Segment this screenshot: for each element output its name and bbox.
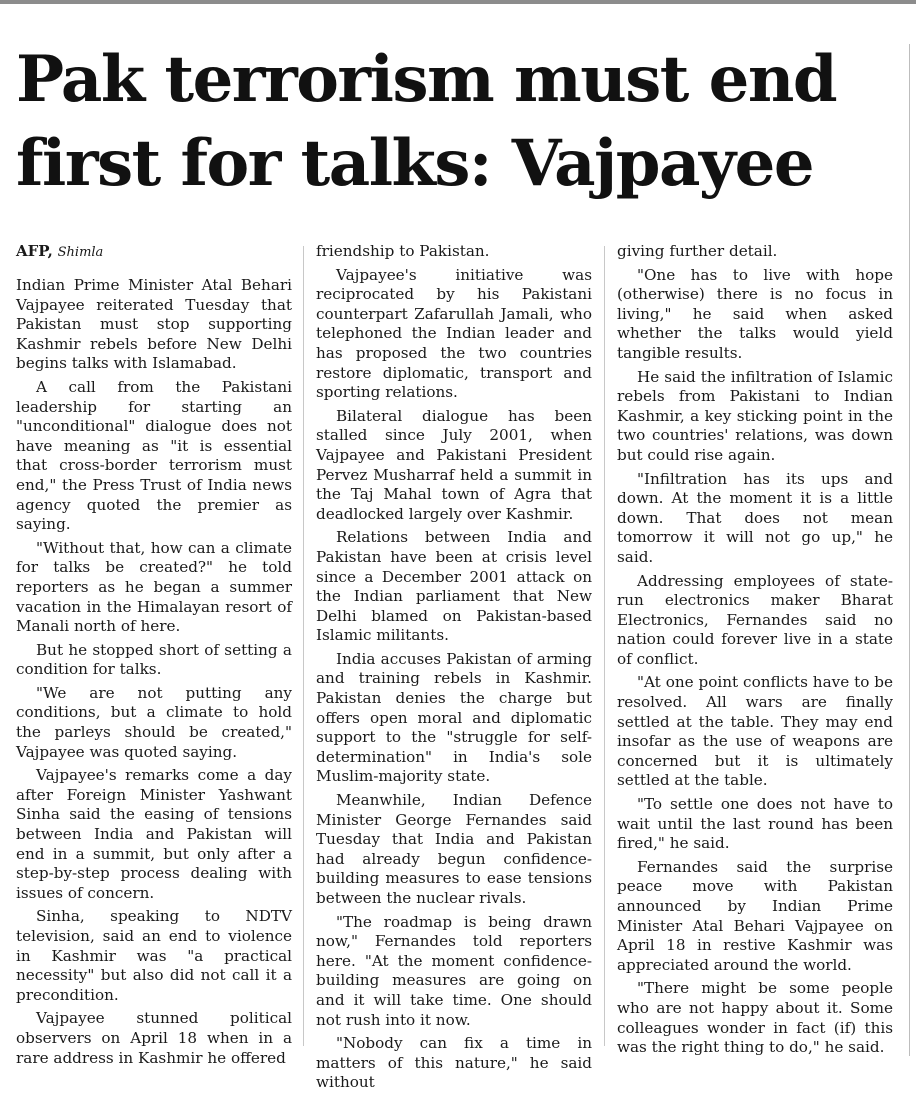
right-edge-rule — [909, 44, 910, 1056]
top-rule — [0, 0, 916, 4]
paragraph: "Nobody can fix a time in matters of this nature," he said without — [316, 1034, 592, 1092]
paragraph: Addressing employees of state-run electronics maker Bharat Electronics, Fernandes said no nation could forever live in a state of conflict. — [617, 571, 893, 668]
paragraph: Vajpayee's remarks come a day after Foreign Minister Yashwant Sinha said the easing of tensions between India and Pakistan will end in a summit, but only after a step-by-step process dealing with issues of concern. — [16, 766, 292, 902]
paragraph: Sinha, speaking to NDTV television, said an end to violence in Kashmir was "a practical necessity" but also did not call it a precondition. — [16, 907, 292, 1004]
paragraph: friendship to Pakistan. — [316, 242, 490, 260]
paragraph: He said the infiltration of Islamic rebels from Pakistani to Indian Kashmir, a key sticking point in the two countries' relations, was down but could rise again. — [617, 367, 893, 464]
paragraph: "The roadmap is being drawn now," Fernandes told reporters here. "At the moment confidence-building measures are going on and it will take time. One should not rush into it now. — [316, 912, 592, 1029]
paragraph: "At one point conflicts have to be resolved. All wars are finally settled at the table. They may end insofar as the use of weapons are concerned but it is ultimately settled at the table. — [617, 673, 893, 790]
paragraph: "Infiltration has its ups and down. At the moment it is a little down. That does not mean tomorrow it will not go up," he said. — [617, 469, 893, 566]
byline-agency: AFP, — [16, 242, 53, 260]
paragraph: "To settle one does not have to wait until the last round has been fired," he said. — [617, 795, 893, 853]
paragraph: "One has to live with hope (otherwise) there is no focus in living," he said when asked whether the talks would yield tangible results. — [617, 265, 893, 362]
article-column-1 — [16, 242, 292, 1072]
paragraph: giving further detail. — [617, 242, 778, 260]
paragraph: Vajpayee's initiative was reciprocated by his Pakistani counterpart Zafarullah Jamali, who telephoned the Indian leader and has proposed the two countries restore diplomatic, transport and sporting relations. — [316, 265, 592, 402]
byline — [16, 242, 292, 262]
article-column-2 — [316, 242, 592, 1097]
paragraph: Meanwhile, Indian Defence Minister George Fernandes said Tuesday that India and Pakistan had already begun confidence-building measures to ease tensions between the nuclear rivals. — [316, 791, 592, 907]
paragraph: "We are not putting any conditions, but a climate to hold the parleys should be created," Vajpayee was quoted saying. — [16, 683, 292, 761]
column-divider — [303, 246, 304, 1046]
column-divider — [604, 246, 605, 1046]
paragraph: Relations between India and Pakistan have been at crisis level since a December 2001 attack on the Indian parliament that New Delhi blamed on Pakistan-based Islamic militants. — [316, 528, 592, 645]
paragraph: But he stopped short of setting a condition for talks. — [16, 640, 292, 679]
paragraph: India accuses Pakistan of arming and training rebels in Kashmir. Pakistan denies the charge but offers open moral and diplomatic support to the "struggle for self-determination" in India's sole Muslim-majority state. — [316, 649, 592, 786]
paragraph: "There might be some people who are not happy about it. Some colleagues wonder in fact (if) this was the right thing to do," he said. — [617, 979, 893, 1057]
paragraph: Bilateral dialogue has been stalled since July 2001, when Vajpayee and Pakistani President Pervez Musharraf held a summit in the Taj Mahal town of Agra that deadlocked largely over Kashmir. — [316, 406, 592, 523]
byline-place: Shimla — [57, 245, 104, 260]
paragraph: Vajpayee stunned political observers on April 18 when in a rare address in Kashmir he offered — [16, 1009, 292, 1067]
headline: Pak terrorism must end first for talks: Vajpayee — [16, 42, 837, 201]
article-column-3 — [617, 242, 893, 1062]
paragraph: A call from the Pakistani leadership for starting an "unconditional" dialogue does not have meaning as "it is essential that cross-border terrorism must end," the Press Trust of India news agency quoted the premier as saying. — [16, 377, 292, 534]
paragraph: Indian Prime Minister Atal Behari Vajpayee reiterated Tuesday that Pakistan must stop supporting Kashmir rebels before New Delhi begins talks with Islamabad. — [16, 276, 292, 373]
paragraph: "Without that, how can a climate for talks be created?" he told reporters as he began a summer vacation in the Himalayan resort of Manali north of here. — [16, 538, 292, 636]
paragraph: Fernandes said the surprise peace move with Pakistan announced by Indian Prime Minister Atal Behari Vajpayee on April 18 in restive Kashmir was appreciated around the world. — [617, 857, 893, 974]
